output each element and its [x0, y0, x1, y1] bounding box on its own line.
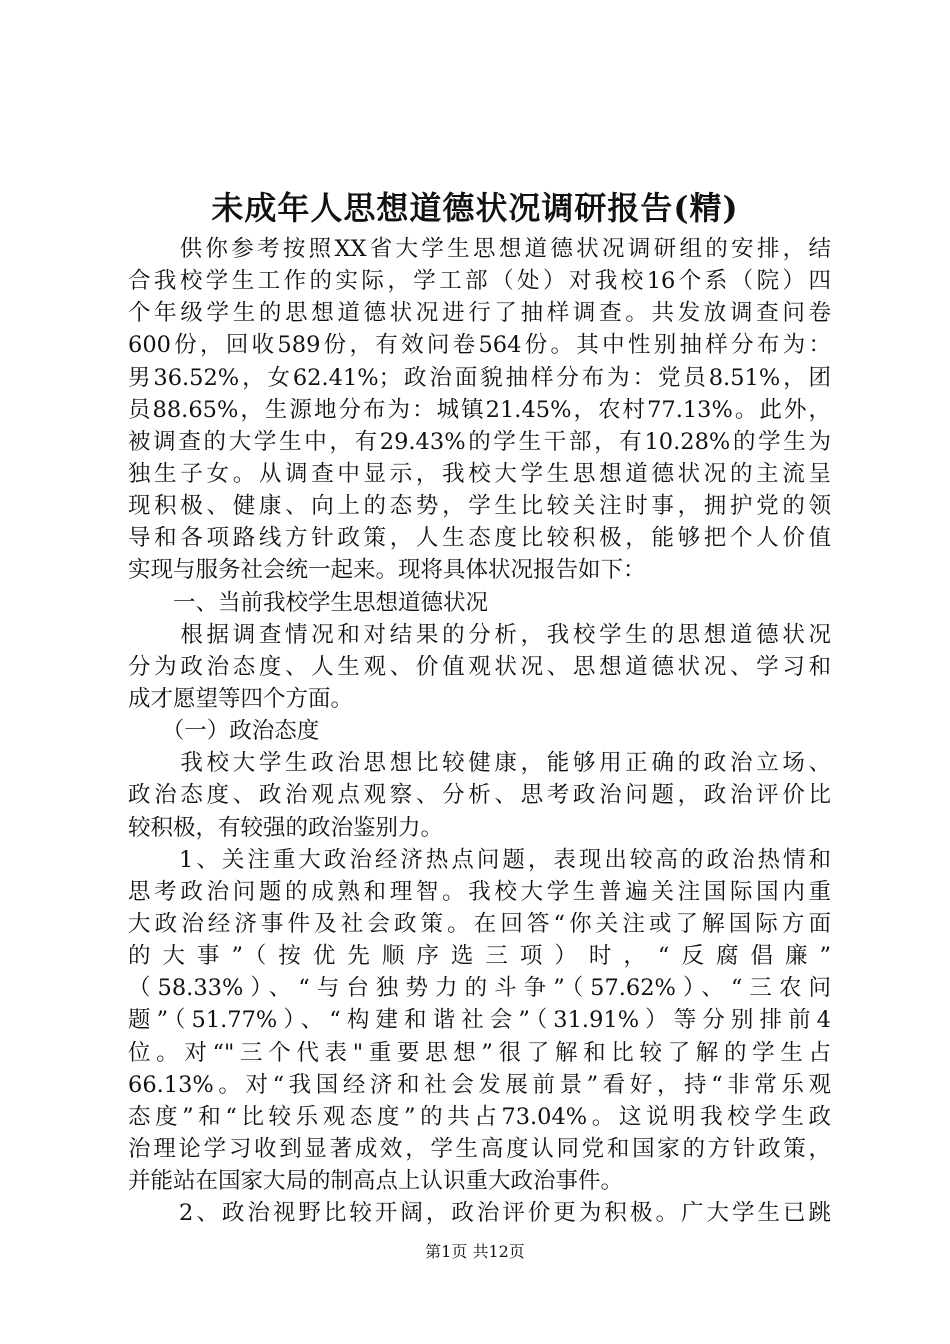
- text-line: 大政治经济事件及社会政策。在回答“你关注或了解国际方面: [128, 910, 831, 937]
- text-line: 实现与服务社会统一起来。现将具体状况报告如下：: [128, 557, 646, 584]
- text-line: 合我校学生工作的实际，学工部（处）对我校16个系（院）四: [128, 268, 831, 295]
- text-line: 的大事”（按优先顺序选三项）时，“反腐倡廉”: [128, 943, 831, 970]
- text-line: 600份，回收589份，有效问卷564份。其中性别抽样分布为：: [128, 332, 831, 359]
- text-line: 导和各项路线方针政策，人生态度比较积极，能够把个人价值: [128, 525, 831, 552]
- text-line: 独生子女。从调查中显示，我校大学生思想道德状况的主流呈: [128, 460, 831, 487]
- text-line: 现积极、健康、向上的态势，学生比较关注时事，拥护党的领: [128, 493, 831, 520]
- text-line: 2、政治视野比较开阔，政治评价更为积极。广大学生已跳: [128, 1200, 831, 1227]
- text-line: （58.33%）、“与台独势力的斗争”（57.62%）、“三农问: [128, 975, 831, 1002]
- text-line: 男36.52%，女62.41%；政治面貌抽样分布为：党员8.51%，团: [128, 364, 831, 391]
- text-line: 思考政治问题的成熟和理智。我校大学生普遍关注国际国内重: [128, 878, 831, 905]
- text-line: 个年级学生的思想道德状况进行了抽样调查。共发放调查问卷: [128, 300, 831, 327]
- text-line: 我校大学生政治思想比较健康，能够用正确的政治立场、: [128, 750, 831, 777]
- section-heading: 一、当前我校学生思想道德状况: [128, 589, 489, 616]
- text-line: 员88.65%，生源地分布为：城镇21.45%，农村77.13%。此外，: [128, 396, 831, 423]
- text-line: 成才愿望等四个方面。: [128, 685, 354, 712]
- text-line: 66.13%。对“我国经济和社会发展前景”看好，持“非常乐观: [128, 1071, 831, 1098]
- page-footer: 第1页 共12页: [425, 1242, 525, 1261]
- text-line: 治理论学习收到显著成效，学生高度认同党和国家的方针政策，: [128, 1135, 831, 1162]
- text-line: 较积极，有较强的政治鉴别力。: [128, 814, 444, 841]
- text-line: 被调查的大学生中，有29.43%的学生干部，有10.28%的学生为: [128, 428, 831, 455]
- subsection-heading: （一）政治态度: [128, 718, 320, 745]
- document-title: 未成年人思想道德状况调研报告(精): [211, 189, 739, 227]
- text-line: 政治态度、政治观点观察、分析、思考政治问题，政治评价比: [128, 782, 831, 809]
- text-line: 供你参考按照XX省大学生思想道德状况调研组的安排，结: [128, 236, 831, 262]
- text-line: 题”（51.77%）、“构建和谐社会”（31.91%）等分别排前4: [128, 1007, 831, 1034]
- text-line: 1、关注重大政治经济热点问题，表现出较高的政治热情和: [128, 846, 831, 873]
- text-line: 分为政治态度、人生观、价值观状况、思想道德状况、学习和: [128, 653, 831, 680]
- document-body: [128, 233, 831, 1229]
- text-line: 并能站在国家大局的制高点上认识重大政治事件。: [128, 1168, 624, 1195]
- text-line: 位。对“"三个代表"重要思想”很了解和比较了解的学生占: [128, 1039, 831, 1066]
- text-line: 根据调查情况和对结果的分析，我校学生的思想道德状况: [128, 621, 831, 648]
- text-line: 态度”和“比较乐观态度”的共占73.04%。这说明我校学生政: [128, 1103, 831, 1130]
